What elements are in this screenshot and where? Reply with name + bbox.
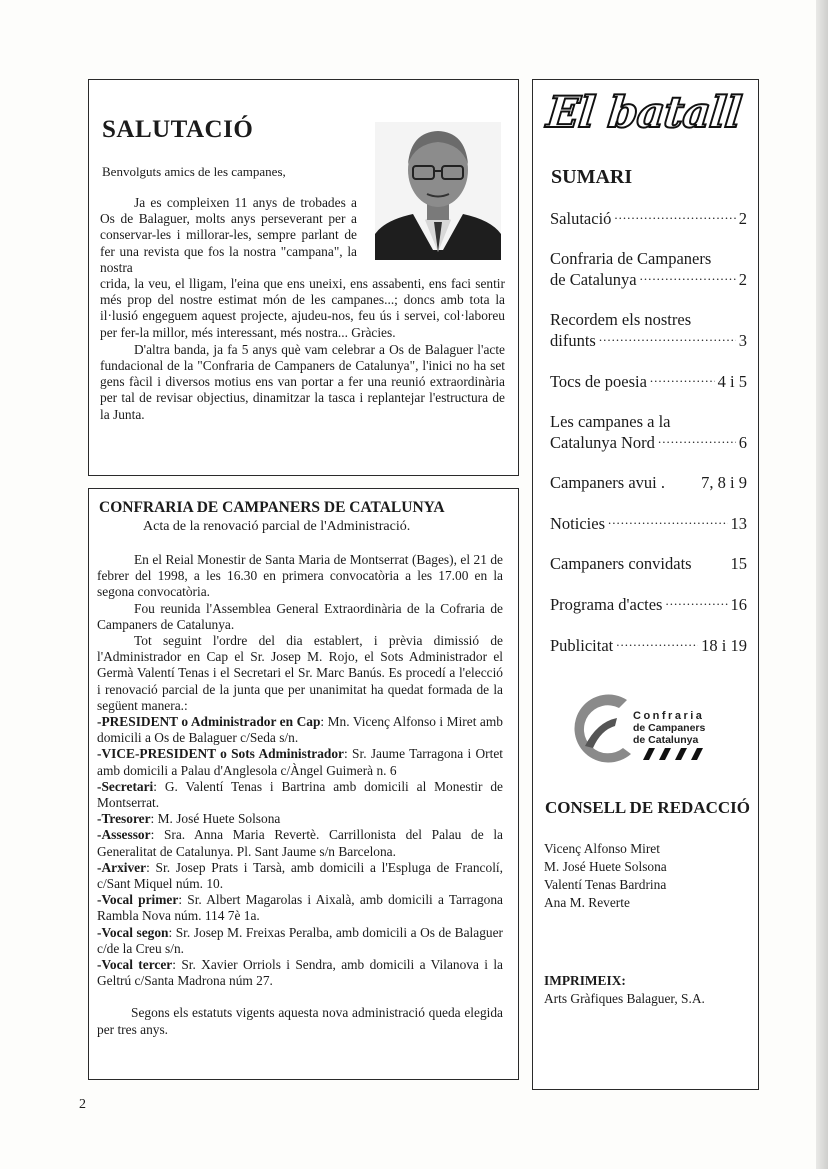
role-text: : Sr. Josep Prats i Tarsà, amb domicili a l'Espluga de Francolí, c/Sant Miquel núm. 10. — [97, 859, 503, 892]
page-edge — [816, 0, 828, 1169]
sumari-heading: SUMARI — [551, 166, 633, 188]
toc-label: Campaners convidats — [550, 554, 692, 573]
toc-item[interactable] — [550, 310, 747, 351]
magazine-logo: El batall — [544, 88, 744, 138]
toc-page: 2 — [738, 209, 747, 228]
toc-label-line2: de Catalunya — [550, 270, 637, 289]
member-name: Valentí Tenas Bardrina — [544, 877, 667, 892]
toc-leader — [665, 590, 727, 611]
role-text: : Sr. Jaume Tarragona i Ortet amb domicili a Palau d'Anglesola c/Àngel Guimerà n. 6 — [97, 746, 503, 778]
role-text: : Sra. Anna Maria Revertè. Carrillonista del Palau de la Generalitat de Catalunya. Pl. Sant Jaume s/n Barcelona. — [97, 827, 503, 859]
confraria-paragraph-2: Fou reunida l'Assemblea General Extraordinària de la Cofraria de Campaners de Catalunya. — [97, 600, 503, 632]
role-entry — [97, 714, 503, 746]
role-title: -Secretari — [97, 778, 154, 794]
toc-page: 2 — [738, 270, 747, 289]
role-title: -PRESIDENT o Administrador en Cap — [97, 714, 321, 730]
toc-leader — [658, 428, 736, 449]
confraria-emblem — [571, 688, 721, 768]
toc-page: 18 i 19 — [701, 636, 747, 655]
role-title: -Assessor — [97, 827, 151, 843]
imprimeix-value: Arts Gràfiques Balaguer, S.A. — [544, 991, 705, 1006]
salutacio-paragraph-3: D'altra banda, ja fa 5 anys què vam celebrar a Os de Balaguer l'acte fundacional de la "Confraria de Campaners de Catalunya", l'inici no ha set gens fàcil i diversos motius ens van portar a fer una reunió extraordinària per tal de revisar objectius, dinamitzar la tasca i replantejar l'estructura de la Junta. — [100, 341, 505, 422]
toc-page: 7, 8 i 9 — [701, 473, 747, 492]
toc-leader — [616, 631, 698, 652]
toc-item[interactable] — [550, 594, 747, 615]
toc-leader — [650, 367, 715, 388]
toc-page: 13 — [730, 514, 747, 533]
role-text: : Sr. Josep M. Freixas Peralba, amb domicili a Os de Balaguer c/de la Creu s/n. — [97, 924, 503, 956]
toc-item[interactable] — [550, 473, 747, 493]
imprimeix-title: IMPRIMEIX: — [544, 973, 626, 988]
salutacio-paragraph-1: Ja es compleixen 11 anys de trobades a Os de Balaguer, molts anys perseverant per a conservar-les i millorar-les, sempre parlant de fer una revista que fos la nostra "campana", la nostra — [100, 195, 357, 275]
role-title: -Tresorer — [97, 811, 151, 827]
role-title: -Vocal segon — [97, 924, 169, 940]
consell-members — [544, 840, 667, 912]
emblem-line-3: de Catalunya — [633, 734, 699, 746]
confraria-title: CONFRARIA DE CAMPANERS DE CATALUNYA — [99, 499, 445, 516]
toc-item[interactable] — [550, 208, 747, 229]
toc-item[interactable] — [550, 635, 747, 656]
toc-label: Programa d'actes — [550, 595, 663, 614]
toc-item[interactable] — [550, 412, 747, 453]
toc-page: 16 — [730, 595, 747, 614]
toc-label: Les campanes a la — [550, 412, 671, 431]
confraria-subtitle: Acta de la renovació parcial de l'Administració. — [143, 519, 411, 534]
emblem-line-2: de Campaners — [633, 722, 706, 734]
toc-item[interactable] — [550, 513, 747, 534]
toc-label: Recordem els nostres — [550, 310, 692, 329]
role-entry — [97, 925, 503, 957]
toc-leader — [599, 326, 736, 347]
confraria-body — [97, 552, 503, 1038]
toc-label: Confraria de Campaners — [550, 249, 712, 268]
role-entry — [97, 860, 503, 892]
toc-label: Tocs de poesia — [550, 372, 647, 391]
toc-label: Publicitat — [550, 636, 614, 655]
emblem-stripes — [639, 748, 711, 760]
toc-item[interactable] — [550, 371, 747, 392]
toc-leader — [640, 265, 736, 286]
salutacio-greeting: Benvolguts amics de les campanes, — [102, 164, 286, 179]
confraria-paragraph-3: Tot seguint l'ordre del dia establert, i prèvia dimissió de l'Administrador en Cap el Sr. Josep M. Rojo, el Sots Administrador el Germà Valentí Tenas i el Secretari el Sr. Marc Banús. Es procedí a l'elecció i renovació parcial de la junta que per unanimitat ha quedat formada de la següent manera.: — [97, 633, 503, 713]
page-number: 2 — [79, 1097, 86, 1112]
role-entry — [97, 827, 503, 859]
toc-item[interactable] — [550, 249, 747, 290]
role-text: : Sr. Albert Magarolas i Aixalà, amb domicili a Tarragona Rambla Nova núm. 114 7è 1a. — [97, 892, 503, 924]
toc-label: Noticies — [550, 514, 605, 533]
role-entry — [97, 892, 503, 924]
toc-leader — [608, 509, 728, 530]
role-entry — [97, 746, 503, 778]
salutacio-body — [100, 195, 505, 423]
toc-label-line2: Catalunya Nord — [550, 433, 655, 452]
salutacio-box — [88, 79, 519, 476]
salutacio-title: SALUTACIÓ — [102, 116, 254, 143]
bell-emblem-icon — [571, 688, 637, 768]
toc-label: Campaners avui . — [550, 473, 666, 492]
toc-label: Salutació — [550, 209, 612, 228]
salutacio-paragraph-2: crida, la veu, el lligam, l'eina que ens uneixi, ens assabenti, ens faci sentir més prop del nostre estimat món de les campanes...; doncs amb tota la il·lusió engeguem aquest projecte, ajudeu-nos, feu ús i servei, col·laboreu per fer-la millor, més interessant, més nostra... Gràcies. — [100, 276, 505, 340]
consell-title: CONSELL DE REDACCIÓ — [545, 798, 750, 817]
sumari-box — [532, 79, 759, 1090]
table-of-contents — [550, 208, 747, 656]
toc-page: 6 — [738, 433, 747, 452]
toc-label-line2: difunts — [550, 331, 596, 350]
member-name: M. José Huete Solsona — [544, 859, 667, 874]
role-title: -Vocal primer — [97, 892, 179, 908]
role-text: : M. José Huete Solsona — [150, 811, 281, 827]
toc-page: 3 — [738, 331, 747, 350]
toc-page: 4 i 5 — [717, 372, 747, 391]
role-title: -Vocal tercer — [97, 957, 173, 973]
role-title: -VICE-PRESIDENT o Sots Administrador — [97, 746, 345, 762]
role-entry — [97, 957, 503, 989]
toc-page: 15 — [730, 554, 747, 573]
confraria-box — [88, 488, 519, 1080]
role-entry — [97, 811, 503, 827]
toc-item[interactable] — [550, 554, 747, 574]
role-text: : G. Valentí Tenas i Bartrina amb domicili al Monestir de Montserrat. — [97, 778, 503, 811]
role-entry — [97, 779, 503, 811]
role-text: : Sr. Xavier Orriols i Sendra, amb domicili a Vilanova i la Geltrú c/Santa Madrona núm 27. — [97, 957, 503, 989]
member-name: Ana M. Reverte — [544, 895, 630, 910]
emblem-line-1: Confraria — [633, 710, 705, 722]
confraria-paragraph-1: En el Reial Monestir de Santa Maria de Montserrat (Bages), el 21 de febrer del 1998, a les 16.30 en primera convocatòria a les 17.00 en la segona convocatòria. — [97, 552, 503, 600]
role-text: : Mn. Vicenç Alfonso i Miret amb domicili a Os de Balaguer c/Seda s/n. — [97, 714, 503, 746]
member-name: Vicenç Alfonso Miret — [544, 841, 660, 856]
role-title: -Arxiver — [97, 859, 147, 875]
confraria-closing: Segons els estatuts vigents aquesta nova administració queda elegida per tres anys. — [97, 1005, 503, 1037]
toc-leader — [614, 204, 735, 225]
